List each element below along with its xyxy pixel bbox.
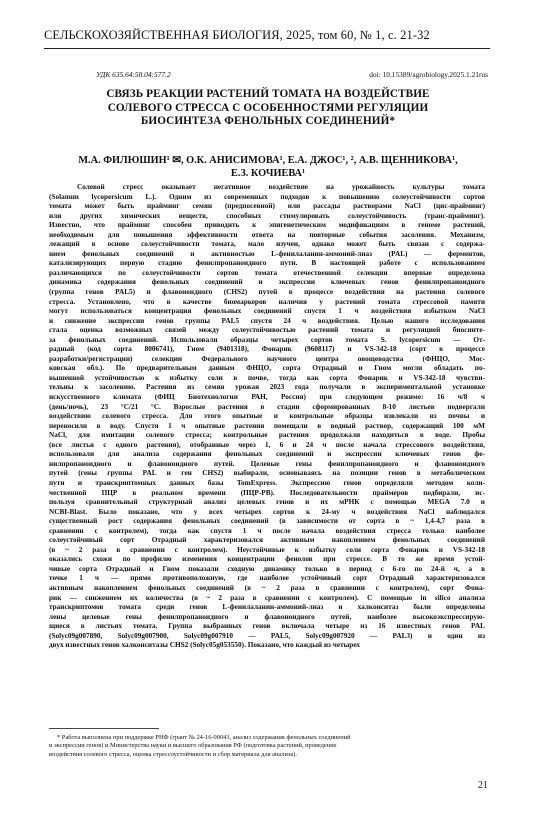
doi: doi: 10.15389/agrobiology.2025.1.21rus [369, 70, 488, 79]
title-line: СОЛЕВОГО СТРЕССА С ОСОБЕННОСТЯМИ РЕГУЛЯЦИИ [107, 101, 429, 114]
title-line: БИОСИНТЕЗА ФЕНОЛЬНЫХ СОЕДИНЕНИЙ* [140, 115, 396, 128]
abstract-line: транскриптомов томата среди генов L-фенилаланин-аммоний-лиаз и халконситаз были определены [49, 603, 485, 612]
page-number: 21 [478, 780, 488, 791]
header-rule [44, 48, 490, 49]
abstract-line: нием фенольных соединений и активностью L-фенилаланин-аммоний-лиаз (PAL) — ферментов, [49, 249, 485, 258]
abstract-line: (день/ночь), 23 °С/21 °С. Взрослые растения в стадии сформированных 8-10 листьев подвергали [49, 402, 485, 411]
abstract-line: чественной ПЦР в реальном времени (ПЦР-РВ). Последовательности праймеров подбирали, ис- [49, 488, 485, 497]
abstract-line: за фенольных соединений. Использовали образцы четырех сортов томата S. lycopersicum — От- [49, 335, 485, 344]
author-list [60, 154, 476, 180]
abstract-line: (Solanum lycopersicum L.). Одним из современных подходов к повышению солеустойчивости сортов [49, 192, 485, 201]
abstract-line: необходимым для повышения эффективности ответа на повторные события засоления. Механизм, [49, 230, 485, 239]
abstract-line: (все листья с одного растения), отобранные через 1, 6 и 24 ч после начала стрессового воздействия, [49, 440, 485, 449]
abstract-line: могут использоваться концентрация фенольных соединений спустя 1 ч воздействия избытком NaCl [49, 307, 485, 316]
abstract-line: рик — снижением их количества (в ~ 2 раза в сравнении с контролем). С помощью in silico анализа [49, 593, 485, 602]
abstract-line: искусственного климата (ФИЦ Биотехнологии РАН, Россия) при следующем режиме: 16 ч/8 ч [49, 393, 485, 402]
abstract-line: пути и транскриптомных данных базы TomExpress. Экспрессию генов определяли методом коли- [49, 478, 485, 487]
abstract-line: двух известных генов халконситазы CHS2 (Solyc05g053550). Показано, что каждый из четырех [49, 641, 361, 650]
abstract-line: активным накоплением фенольных соединений (в ~ 2 раза в сравнении с контролем), сорт Фона- [49, 583, 485, 592]
abstract-line: сравнении с контролем), тогда как спустя 1 ч после начала воздействия стресса только наиболее [49, 526, 485, 535]
abstract-line: (в ~ 2 раза в сравнении с контролем). Неустойчивые к избытку соли сорта Фонарик и VS-342-18 [49, 545, 485, 554]
abstract-line: солеустойчивый сорт Отрадный характеризовался активным накоплением фенольных соединений [49, 536, 485, 545]
abstract-line: NCBI-Blast. Было показано, что у всех четырех сортов к 24-му ч воздействия NaCl наблюдался [49, 507, 485, 516]
abstract-line: лены целевые гены фенилпропаноидного и флавоноидного путей, наиболее высокоэкспрессирую- [49, 612, 485, 621]
abstract-line: вышенной устойчивостью к избытку соли в почве, тогда как сорта Фонарик и VS-342-18 чувстви- [49, 373, 485, 382]
abstract-line: ковская обл.). По предварительным данным ФНЦО, сорта Отрадный и Гном могли обладать по- [49, 364, 485, 373]
abstract-line: разработки/регистрации) селекции Федерального научного центра овощеводства (ФНЦО, Мос- [49, 354, 485, 363]
abstract-line: Известно, что прайминг способен приводить к эпигенетическим модификациям в геноме растений, [49, 221, 485, 230]
abstract-line: точке 1 ч — прямо противоположную, где наиболее устойчивый сорт Отрадный характеризовался [49, 574, 485, 583]
abstract-line: оказались схожи по профилю изменения концентрации фенолов при стрессе. В то же время устой- [49, 555, 485, 564]
article-title [60, 88, 476, 129]
udc-code: УДК 635.64:58.04:577.2 [96, 70, 171, 79]
abstract-line: динамика содержания фенольных соединений и экспрессии ключевых генов фенилпропаноидного [49, 278, 485, 287]
abstract-line: NaCl, для имитации солевого стресса; контрольные растения продолжали находиться в воде. Пробы [49, 431, 485, 440]
abstract-line: переносили в воду. Спустя 1 ч опытные растения помещали в водный раствор, содержащий 100 мМ [49, 421, 485, 430]
abstract-line: стресса. Установлено, что в качестве биомаркеров наличия у растений томата стрессовой памяти [49, 297, 485, 306]
footnote-rule [49, 728, 159, 729]
footnote-line: * Работа выполнена при поддержке РНФ (грант № 24-16-00043, анализ содержания фенольных соединений [57, 734, 351, 741]
author-line: Е.З. КОЧИЕВА¹ [230, 168, 306, 180]
abstract-line: чивые сорта Отрадный и Гном показали сходную динамику только в период с 6-го по 24-й ч, а в [49, 564, 485, 573]
footnote-line: воздействия солевого стресса, оценка стрессоустойчивости и сбор материала для анализа). [49, 750, 297, 758]
abstract-line: различающихся по солеустойчивости сортов томата отечественной селекции впервые определена [49, 268, 485, 277]
abstract-line: существенный рост содержания фенольных соединений (в зависимости от сорта в ~ 1,4-4,7 раза в [49, 517, 485, 526]
abstract-line: радный (код сорта 8006741), Гном (9401318), Фонарик (9608117) и VS-342-18 (сорт в процессе [49, 345, 485, 354]
abstract-line: пользуя сравнительный структурный анализ целевых генов и их мРНК с помощью MEGA 7.0 и [49, 498, 485, 507]
abstract-line: тельны к засолению. Растения из семян урожая 2023 года получали в экспериментальной установке [49, 383, 485, 392]
author-line: М.А. ФИЛЮШИН¹ ✉, О.К. АНИСИМОВА¹, Е.А. ДЖОС¹, ², А.В. ЩЕННИКОВА¹, [78, 155, 458, 166]
abstract-line: томата может быть прайминг семян (предпосевной) или рассады растворами NaCl (цис-прайминг) [49, 202, 485, 211]
abstract-line: (Solyc09g007890, Solyc09g007900, Solyc09g007910 — PAL5, Solyc09g007920 — PAL3) и один из [49, 631, 485, 640]
abstract-line: Солевой стресс оказывает негативное воздействие на урожайность культуры томата [77, 183, 485, 191]
abstract-line: щиеся в листьях томата. Группа выбранных генов включала четыре из 16 известных генов PAL [49, 622, 485, 631]
abstract-line: стала оценка возможных связей между солеустойчивостью растений томата и регуляцией биосинте- [49, 326, 485, 335]
abstract-line: использовали для анализа содержания фенольных соединений и экспрессии ключевых генов фе- [49, 450, 485, 459]
abstract-line: воздействию солевого стресса. Для этого опытные и контрольные образцы извлекали из почвы и [49, 412, 485, 421]
abstract-line: или других химических веществ, способных стимулировать солеустойчивость (транс-прайминг). [49, 211, 485, 220]
abstract-line: катализирующих первую стадию фенилпропаноидного пути. В настоящей работе с использованием [49, 259, 485, 268]
funding-footnote [49, 734, 485, 759]
title-line: СВЯЗЬ РЕАКЦИИ РАСТЕНИЙ ТОМАТА НА ВОЗДЕЙСТВИЕ [106, 88, 430, 100]
abstract [49, 183, 485, 651]
running-head: СЕЛЬСКОХОЗЯЙСТВЕННАЯ БИОЛОГИЯ, 2025, том 60, № 1, с. 21-32 [44, 28, 430, 42]
footnote-line: и экспрессии генов) и Министерства науки и высшего образования РФ (подготовка растений, проведение [49, 742, 337, 750]
abstract-line: нилпропаноидного и флавоноидного путей. Целевые гены фенилпропаноидного и флавоноидного [49, 459, 485, 468]
abstract-line: (группа генов PAL5) и флавоноидного (CHS2) путей в процессе воздействия на растения солевого [49, 288, 485, 297]
abstract-line: путей (гены группы PAL и ген CHS2) выбирали, основываясь на позиции генов в метаболическом [49, 469, 485, 478]
abstract-line: и снижение экспрессии генов группы PAL5 спустя 24 ч воздействия. Целью нашего исследования [49, 316, 485, 325]
abstract-line: лежащий в основе солеустойчивости томата, мало изучен, однако может быть связан с содержа- [49, 240, 485, 249]
